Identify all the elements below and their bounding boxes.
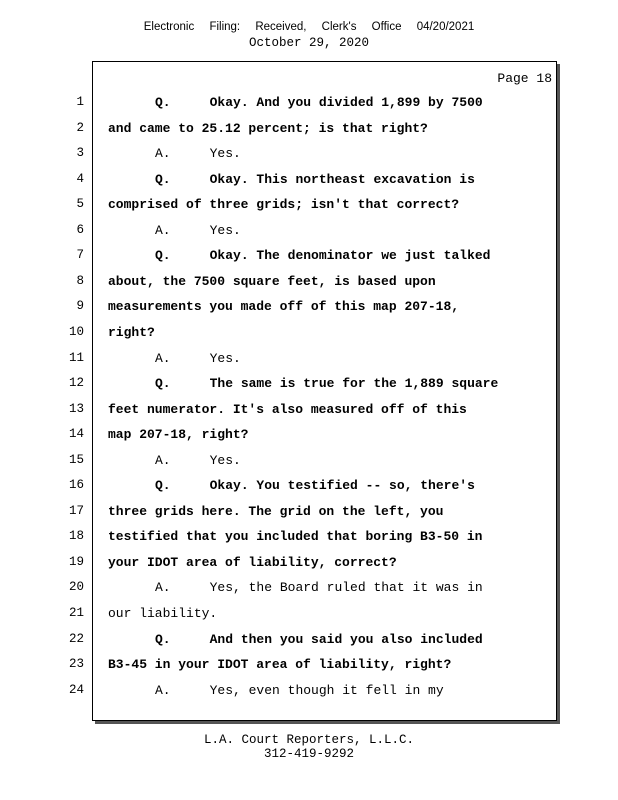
transcript-line <box>108 95 483 110</box>
reporter-name: L.A. Court Reporters, L.L.C. <box>203 733 415 747</box>
line-number: 1 <box>76 95 84 109</box>
transcript-date: October 29, 2020 <box>248 36 370 50</box>
line-number: 21 <box>68 606 84 620</box>
line-content: right? <box>108 325 155 340</box>
transcript-line <box>108 504 443 519</box>
line-number: 5 <box>76 197 84 211</box>
line-content: Yes. <box>209 453 241 468</box>
line-number: 11 <box>68 351 84 365</box>
line-number: 2 <box>76 121 84 135</box>
line-number: 4 <box>76 172 84 186</box>
transcript-line <box>108 146 241 161</box>
transcript-line <box>108 632 483 647</box>
stamp-electronic: Electronic <box>143 21 195 33</box>
transcript-line <box>108 172 475 187</box>
line-content: and came to 25.12 percent; is that right? <box>108 121 428 136</box>
transcript-line <box>108 478 475 493</box>
line-content: map 207-18, right? <box>108 427 249 442</box>
transcript-line <box>108 683 444 698</box>
line-content: B3-45 in your IDOT area of liability, right? <box>108 657 452 672</box>
line-number: 8 <box>76 274 84 288</box>
filing-stamp <box>0 21 618 33</box>
line-number: 24 <box>68 683 84 697</box>
speaker-label: A. <box>155 351 171 366</box>
speaker-label: Q. <box>155 376 171 391</box>
speaker-label: A. <box>155 580 171 595</box>
line-content: Okay. The denominator we just talked <box>209 248 491 263</box>
line-content: Yes. <box>209 351 241 366</box>
transcript-line <box>108 223 241 238</box>
speaker-label: A. <box>155 453 171 468</box>
reporter-phone: 312-419-9292 <box>263 747 354 761</box>
transcript-line <box>108 299 459 314</box>
transcript-line <box>108 606 217 621</box>
transcript-line <box>108 453 241 468</box>
line-content: our liability. <box>108 606 218 621</box>
line-content: Okay. You testified -- so, there's <box>209 478 475 493</box>
line-number: 7 <box>76 248 84 262</box>
speaker-label: A. <box>155 223 171 238</box>
speaker-label: Q. <box>155 248 171 263</box>
page-number: Page 18 <box>497 71 552 86</box>
transcript-line <box>108 555 397 570</box>
stamp-received: Received, <box>255 21 307 33</box>
stamp-office: Office <box>371 21 402 33</box>
line-content: Yes, even though it fell in my <box>209 683 444 698</box>
line-content: measurements you made off of this map 207-18, <box>108 299 460 314</box>
transcript-line <box>108 325 155 340</box>
speaker-label: A. <box>155 146 171 161</box>
speaker-label: Q. <box>155 478 171 493</box>
line-number: 18 <box>68 529 84 543</box>
transcript-line <box>108 351 241 366</box>
transcript-line <box>108 529 482 544</box>
line-content: three grids here. The grid on the left, you <box>108 504 444 519</box>
line-number: 20 <box>68 580 84 594</box>
line-content: Okay. This northeast excavation is <box>209 172 475 187</box>
line-number: 16 <box>68 478 84 492</box>
line-number: 9 <box>76 299 84 313</box>
stamp-clerks: Clerk's <box>321 21 357 33</box>
line-content: Okay. And you divided 1,899 by 7500 <box>209 95 483 110</box>
line-content: Yes, the Board ruled that it was in <box>209 580 483 595</box>
speaker-label: Q. <box>155 95 171 110</box>
transcript-line <box>108 376 498 391</box>
transcript-line <box>108 657 451 672</box>
stamp-date: 04/20/2021 <box>416 21 475 33</box>
transcript-line <box>108 402 467 417</box>
line-content: comprised of three grids; isn't that correct? <box>108 197 460 212</box>
line-number: 14 <box>68 427 84 441</box>
line-number: 6 <box>76 223 84 237</box>
line-content: Yes. <box>209 223 241 238</box>
speaker-label: A. <box>155 683 171 698</box>
line-number: 19 <box>68 555 84 569</box>
line-content: And then you said you also included <box>209 632 483 647</box>
line-number: 3 <box>76 146 84 160</box>
line-number: 17 <box>68 504 84 518</box>
transcript-line <box>108 427 248 442</box>
transcript-line <box>108 197 459 212</box>
line-number: 10 <box>68 325 84 339</box>
transcript-line <box>108 248 490 263</box>
line-number: 13 <box>68 402 84 416</box>
line-content: The same is true for the 1,889 square <box>209 376 499 391</box>
transcript-line <box>108 121 428 136</box>
speaker-label: Q. <box>155 632 171 647</box>
line-number: 22 <box>68 632 84 646</box>
line-number: 15 <box>68 453 84 467</box>
line-content: about, the 7500 square feet, is based upon <box>108 274 436 289</box>
line-content: Yes. <box>209 146 241 161</box>
line-content: feet numerator. It's also measured off of this <box>108 402 467 417</box>
stamp-filing: Filing: <box>209 21 241 33</box>
transcript-line <box>108 274 436 289</box>
speaker-label: Q. <box>155 172 171 187</box>
line-number: 23 <box>68 657 84 671</box>
line-number: 12 <box>68 376 84 390</box>
line-content: your IDOT area of liability, correct? <box>108 555 397 570</box>
line-content: testified that you included that boring B3-50 in <box>108 529 483 544</box>
transcript-line <box>108 580 483 595</box>
